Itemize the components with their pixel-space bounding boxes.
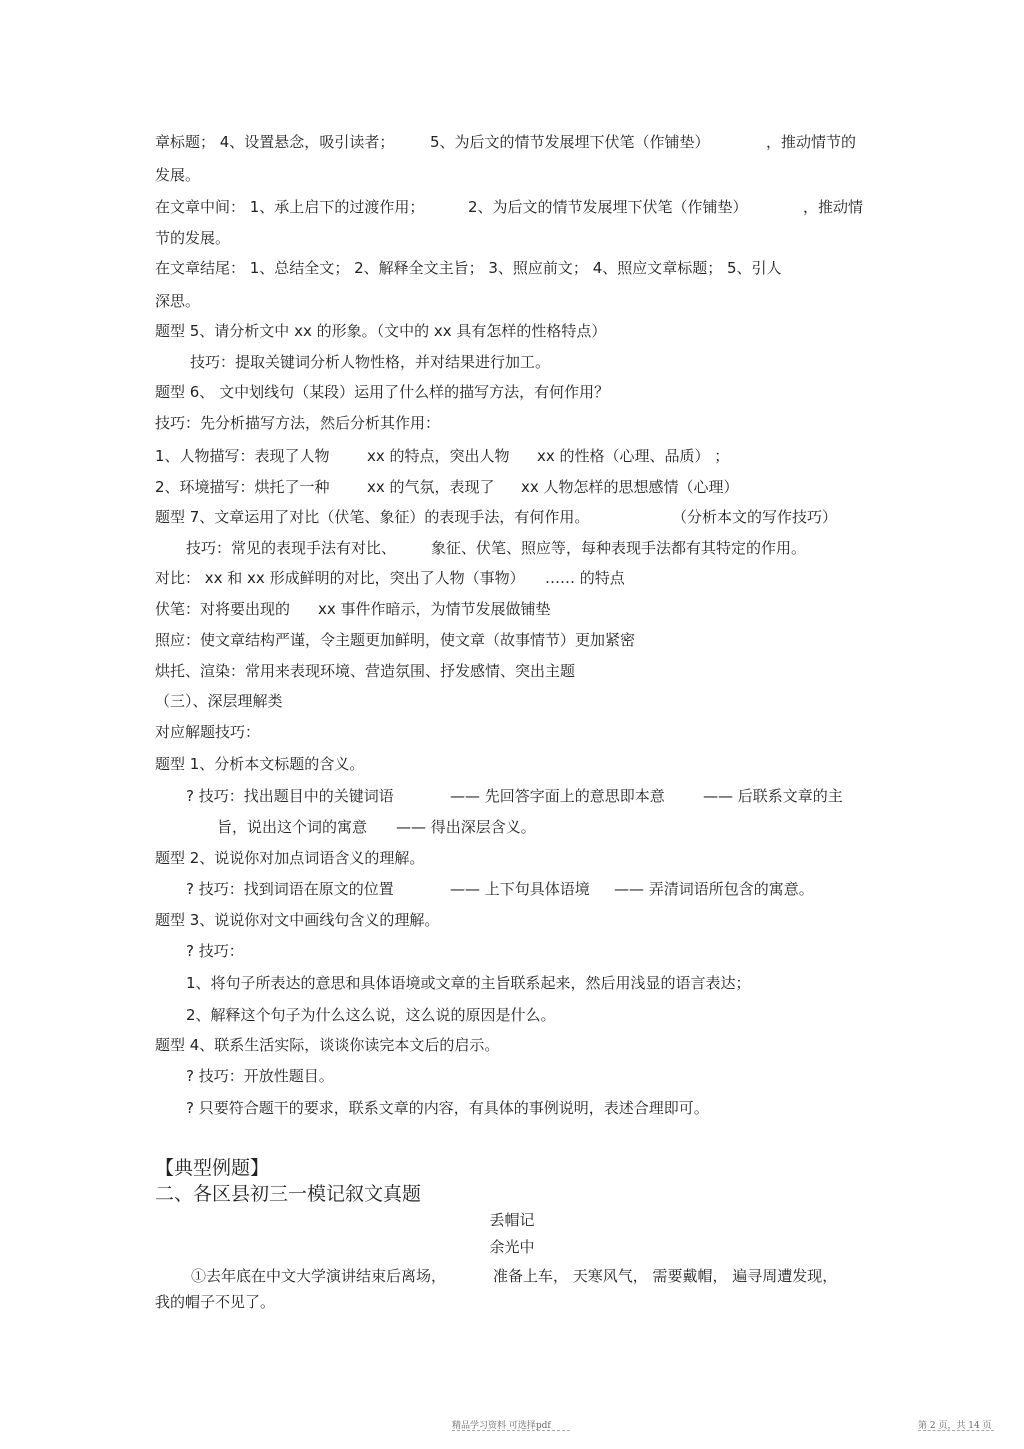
- footer-right-divider: [918, 1430, 994, 1431]
- footer-left-text: 精品学习资料 可选择pdf: [452, 1421, 551, 1431]
- text-line: [155, 321, 870, 341]
- text-line: [155, 197, 870, 217]
- text-line-part: （三）、深层理解类: [155, 692, 283, 710]
- text-line-part: 旨，说出这个词的寓意: [217, 818, 368, 836]
- text-line-part: 5、为后文的情节发展埋下伏笔（作铺垫）: [430, 133, 710, 151]
- text-line-part: 象征、伏笔、照应等，每种表现手法都有其特定的作用。: [431, 539, 807, 557]
- text-line-part: 节的发展。: [155, 229, 231, 247]
- text-line-part: 题型 3、说说你对文中画线句含义的理解。: [155, 911, 440, 929]
- text-line-part: 技巧：提取关键词分析人物性格，并对结果进行加工。: [190, 353, 551, 371]
- text-line-part: 1、人物描写：表现了人物: [155, 447, 330, 465]
- text-line-part: 技巧：先分析描写方法，然后分析其作用：: [155, 414, 441, 432]
- text-line-part: 在文章结尾： 1、总结全文； 2、解释全文主旨； 3、照应前文； 4、照应文章标题； 5、引人: [155, 259, 782, 277]
- text-line-part: 发展。: [155, 166, 201, 184]
- text-line: [190, 352, 905, 372]
- text-line: [186, 786, 901, 806]
- text-line: [186, 879, 901, 899]
- text-line: [155, 132, 870, 152]
- text-line-part: 烘托、渲染：常用来表现环境、营造氛围、抒发感情、突出主题: [155, 662, 576, 680]
- text-line: [155, 165, 870, 185]
- text-line-part: 2、环境描写：烘托了一种: [155, 478, 330, 496]
- text-line-part: ，推动情: [803, 198, 864, 216]
- text-line: [155, 910, 870, 930]
- text-line: [155, 661, 870, 681]
- text-line: [186, 941, 901, 961]
- text-line: [186, 973, 901, 993]
- footer-left-divider: [452, 1430, 570, 1431]
- footer-page-number: 第 2 页，共 14 页: [918, 1421, 992, 1431]
- text-line-part: —— 后联系文章的主: [703, 787, 843, 805]
- text-line-part: ? 技巧：找出题目中的关键词语: [186, 787, 394, 805]
- text-line-part: 对比： xx 和 xx 形成鲜明的对比，突出了人物（事物）: [155, 569, 525, 587]
- section-title: 【典型例题】: [155, 1157, 270, 1179]
- article-paragraph-1-part-b: 准备上车， 天寒风气， 需要戴帽， 遍寻周遭发现，: [493, 1267, 838, 1285]
- text-line-part: （分析本文的写作技巧）: [672, 508, 838, 526]
- text-line: [186, 1098, 901, 1118]
- article-paragraph-2: 我的帽子不见了。: [155, 1293, 276, 1311]
- text-line: [217, 817, 932, 837]
- text-line: [155, 848, 870, 868]
- text-line: [155, 722, 870, 742]
- text-line-part: 对应解题技巧：: [155, 723, 261, 741]
- article-paragraph-1-part-a: ①去年底在中文大学演讲结束后离场，: [191, 1267, 447, 1285]
- text-line: [155, 754, 870, 774]
- text-line-part: 题型 5、请分析文中 xx 的形象。（文中的 xx 具有怎样的性格特点）: [155, 322, 607, 340]
- text-line: [155, 568, 870, 588]
- text-line-part: 技巧：常见的表现手法有对比、: [186, 539, 397, 557]
- text-line-part: 伏笔：对将要出现的: [155, 600, 291, 618]
- text-line-part: 2、为后文的情节发展埋下伏笔（作铺垫）: [468, 198, 748, 216]
- text-line: [186, 1005, 901, 1025]
- article-paragraph-1: [191, 1266, 871, 1286]
- text-line-part: ，推动情节的: [766, 133, 857, 151]
- article-title: 丢帽记: [489, 1211, 535, 1229]
- text-line-part: 题型 6、 文中划线句（某段）运用了什么样的描写方法，有何作用？: [155, 383, 610, 401]
- text-line-part: ? 只要符合题干的要求，联系文章的内容，有具体的事例说明，表述合理即可。: [186, 1099, 709, 1117]
- text-line-part: 2、解释这个句子为什么这么说，这么说的原因是什么。: [186, 1006, 556, 1024]
- text-line-part: 照应：使文章结构严谨，令主题更加鲜明，使文章（故事情节）更加紧密: [155, 631, 636, 649]
- section-subtitle: 二、各区县初三一模记叙文真题: [155, 1183, 422, 1205]
- text-line-part: 题型 4、联系生活实际，谈谈你读完本文后的启示。: [155, 1036, 500, 1054]
- text-line-part: —— 得出深层含义。: [396, 818, 536, 836]
- text-line-part: 章标题； 4、设置悬念，吸引读者；: [155, 133, 395, 151]
- text-line-part: 题型 1、分析本文标题的含义。: [155, 755, 365, 773]
- text-line-part: xx 事件作暗示，为情节发展做铺垫: [318, 600, 551, 618]
- text-line-part: —— 先回答字面上的意思即本意: [450, 787, 665, 805]
- text-line: [155, 291, 870, 311]
- text-line: [155, 258, 870, 278]
- text-line: [155, 382, 870, 402]
- text-line-part: ? 技巧：开放性题目。: [186, 1067, 334, 1085]
- text-line-part: 1、将句子所表达的意思和具体语境或文章的主旨联系起来，然后用浅显的语言表达；: [186, 974, 751, 992]
- text-line: [186, 538, 901, 558]
- text-line-part: xx 的气氛，表现了: [367, 478, 495, 496]
- text-line: [155, 1035, 870, 1055]
- text-line: [155, 446, 870, 466]
- text-line-part: ? 技巧：找到词语在原文的位置: [186, 880, 394, 898]
- text-line-part: ? 技巧：: [186, 942, 244, 960]
- text-line-part: 深思。: [155, 292, 201, 310]
- text-line: [155, 228, 870, 248]
- text-line-part: …… 的特点: [545, 569, 625, 587]
- text-line-part: xx 人物怎样的思想感情（心理）: [521, 478, 739, 496]
- text-line: [186, 1066, 901, 1086]
- text-line-part: xx 的性格（心理、品质） ；: [537, 447, 730, 465]
- text-line: [155, 413, 870, 433]
- text-line-part: 题型 7、文章运用了对比（伏笔、象征）的表现手法，有何作用。: [155, 508, 590, 526]
- text-line: [155, 599, 870, 619]
- text-line-part: —— 弄清词语所包含的寓意。: [614, 880, 814, 898]
- article-author: 余光中: [489, 1238, 535, 1256]
- text-line: [155, 630, 870, 650]
- text-line-part: xx 的特点，突出人物: [367, 447, 510, 465]
- text-line-part: 题型 2、说说你对加点词语含义的理解。: [155, 849, 425, 867]
- text-line-part: —— 上下句具体语境: [450, 880, 590, 898]
- text-line-part: 在文章中间： 1、承上启下的过渡作用；: [155, 198, 425, 216]
- text-line: [155, 477, 870, 497]
- text-line: [155, 507, 870, 527]
- text-line: [155, 691, 870, 711]
